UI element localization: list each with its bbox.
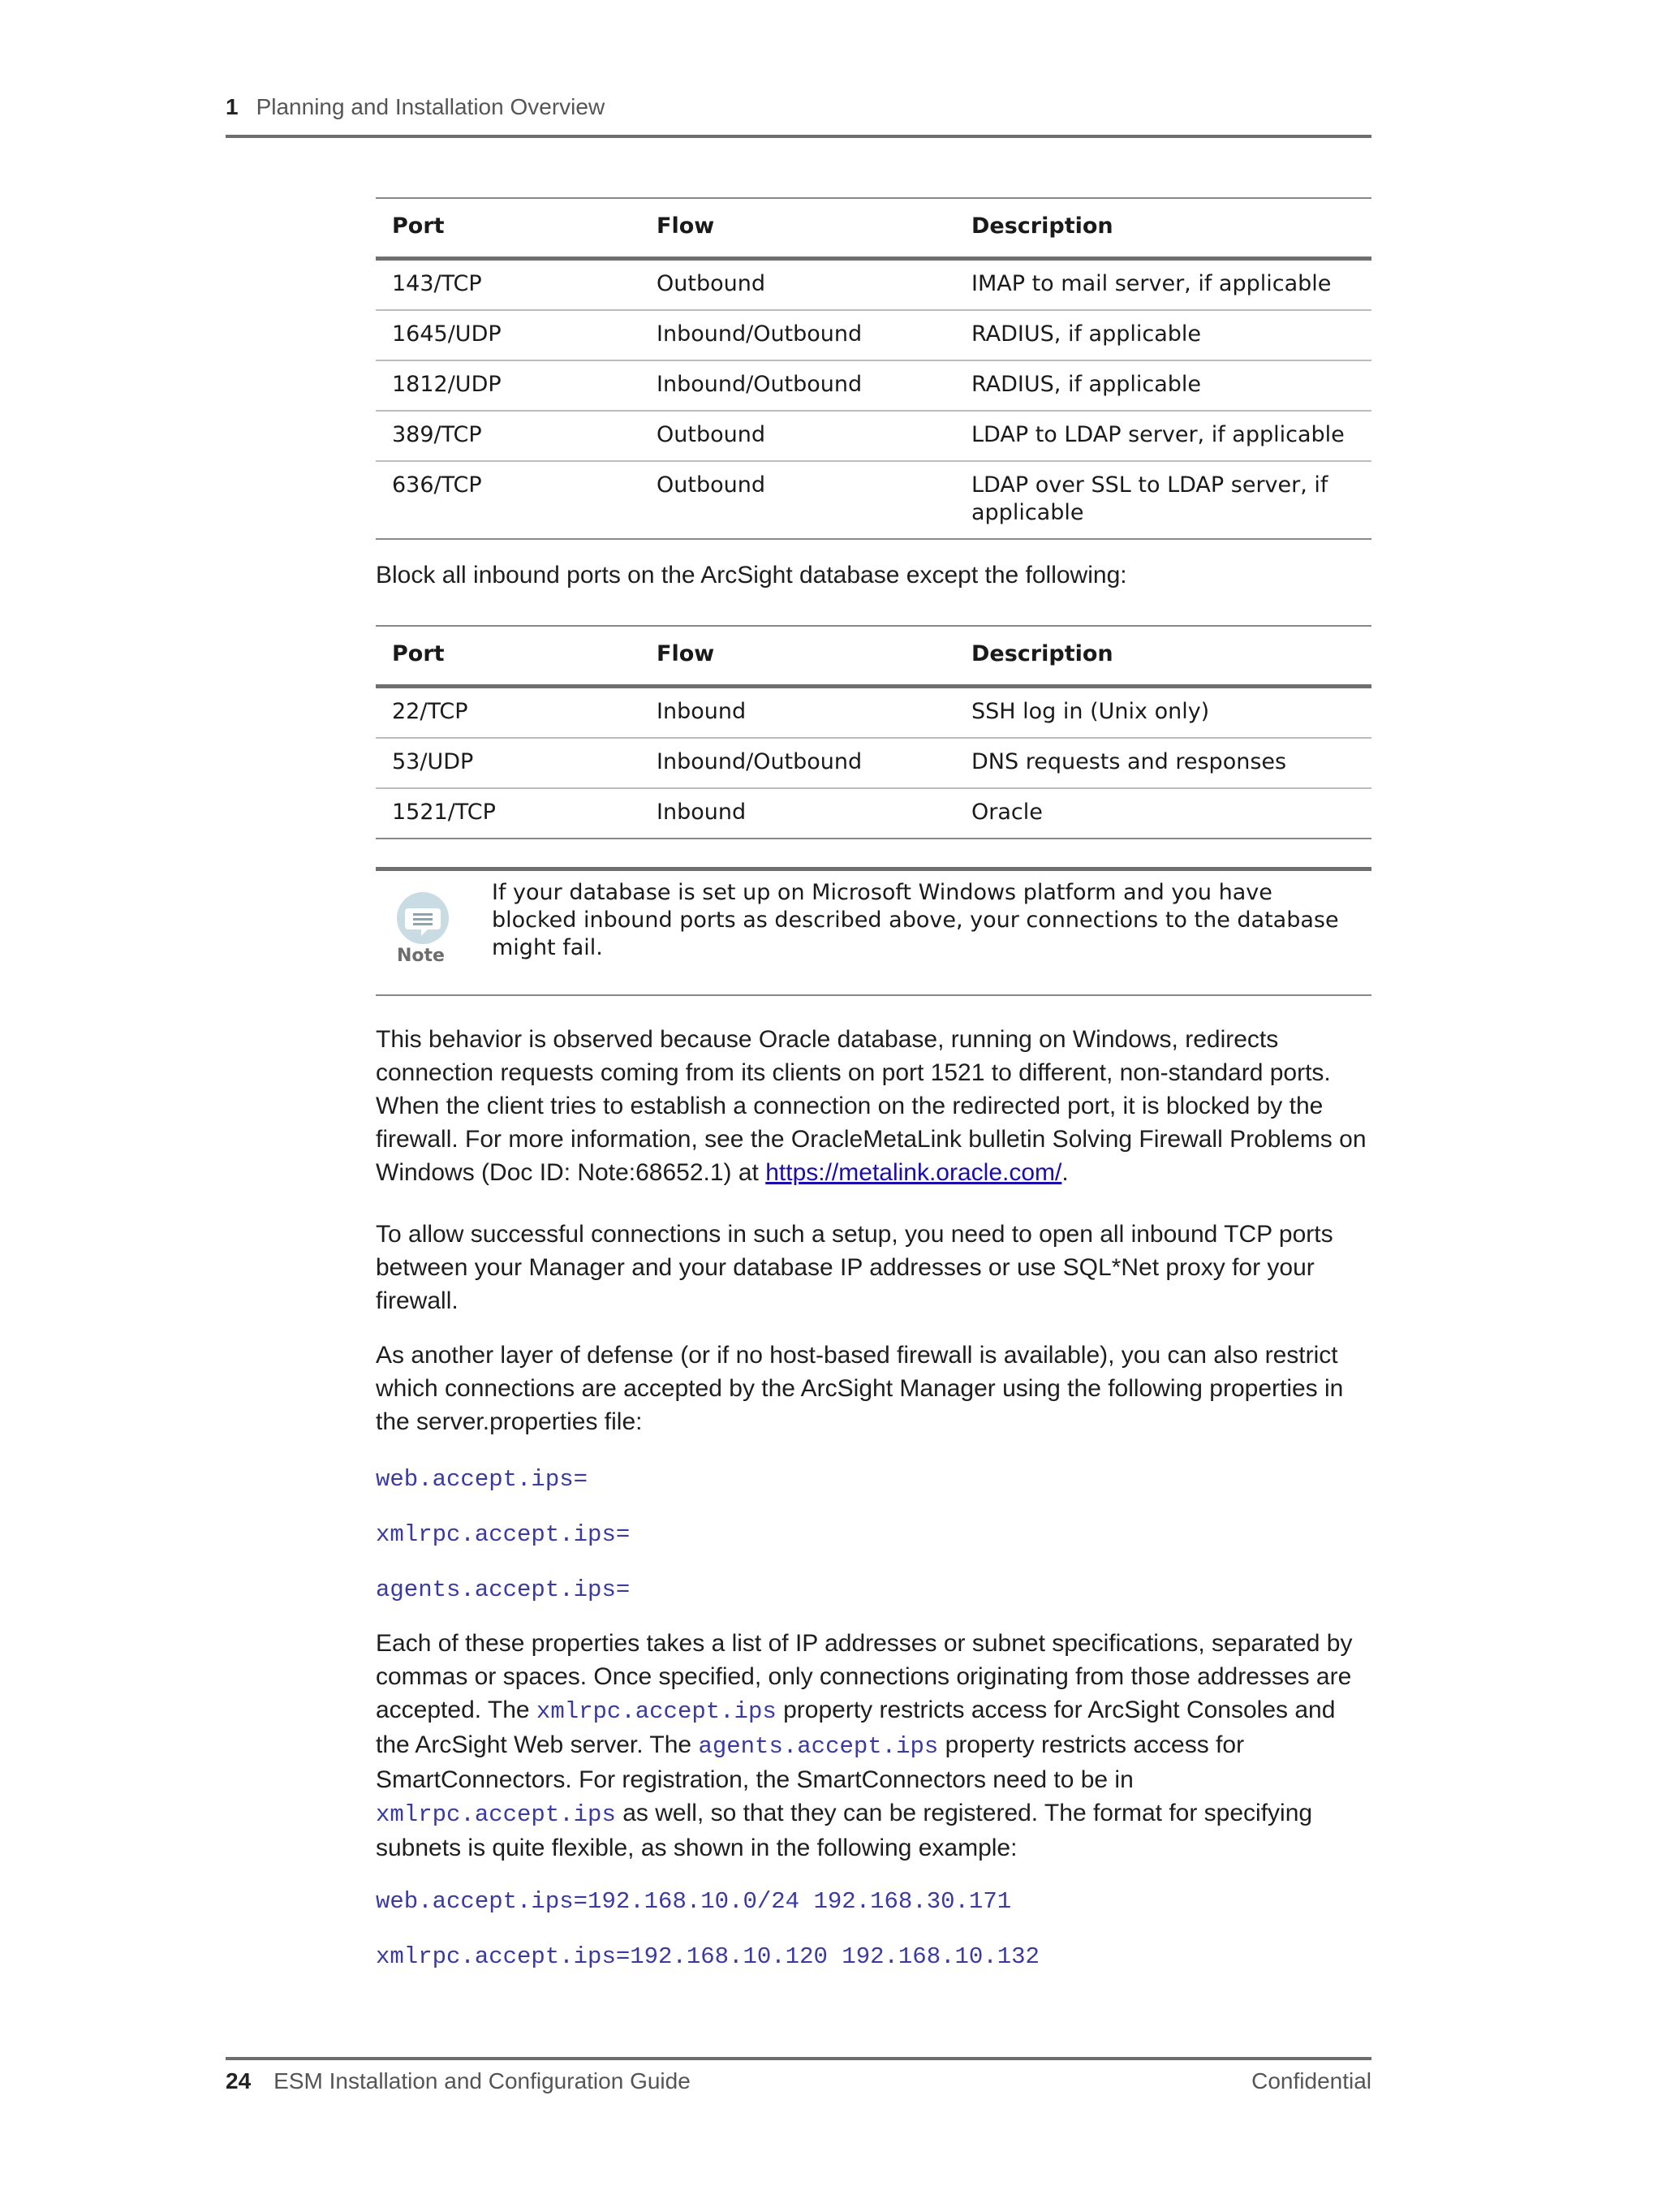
flow-cell: Inbound/Outbound <box>640 738 955 788</box>
table-row <box>376 461 1371 539</box>
note-label: Note <box>397 946 445 966</box>
flow-cell: Inbound/Outbound <box>640 310 955 360</box>
chapter-number: 1 <box>226 94 239 119</box>
table-row <box>376 310 1371 360</box>
table-header-row <box>376 626 1371 687</box>
column-header-description: Description <box>955 198 1371 259</box>
guide-title: ESM Installation and Configuration Guide <box>273 2068 691 2093</box>
table-header-row <box>376 198 1371 259</box>
column-header-port: Port <box>376 626 640 687</box>
description-cell: Oracle <box>955 788 1371 839</box>
table-row <box>376 788 1371 839</box>
confidentiality-label: Confidential <box>1251 2068 1371 2093</box>
column-header-port: Port <box>376 198 640 259</box>
flow-cell: Outbound <box>640 259 955 311</box>
description-cell: LDAP to LDAP server, if applicable <box>955 411 1371 461</box>
column-header-flow: Flow <box>640 626 955 687</box>
table-row <box>376 738 1371 788</box>
properties-text: as well, so that they can be registered. The format for specifying subnets is quite flexible, as shown in the following example: <box>376 1800 1313 1861</box>
description-cell: RADIUS, if applicable <box>955 310 1371 360</box>
flow-cell: Inbound/Outbound <box>640 360 955 411</box>
behavior-paragraph <box>376 1023 1371 1189</box>
inline-code-agents: agents.accept.ips <box>698 1733 939 1760</box>
description-cell: SSH log in (Unix only) <box>955 687 1371 739</box>
column-header-description: Description <box>955 626 1371 687</box>
table-row <box>376 360 1371 411</box>
inline-code-xmlrpc: xmlrpc.accept.ips <box>376 1801 616 1828</box>
page-footer <box>226 2057 1371 2094</box>
column-header-flow: Flow <box>640 198 955 259</box>
flow-cell: Outbound <box>640 461 955 539</box>
description-cell: DNS requests and responses <box>955 738 1371 788</box>
defense-paragraph: As another layer of defense (or if no host-based firewall is available), you can also restrict which connections are accepted by the ArcSight Manager using the following properties in the server.properties file: <box>376 1342 1344 1435</box>
port-cell: 1812/UDP <box>376 360 640 411</box>
flow-cell: Inbound <box>640 788 955 839</box>
behavior-end: . <box>1061 1159 1069 1186</box>
code-web-accept-ips: web.accept.ips= <box>376 1466 588 1493</box>
port-cell: 53/UDP <box>376 738 640 788</box>
block-ports-intro: Block all inbound ports on the ArcSight database except the following: <box>376 562 1127 589</box>
properties-text: Each of these properties takes a list of IP addresses or subnet specifications, separated by commas or spaces. Once specified, only connections originating from those addresses are accepted. The <box>376 1630 1353 1723</box>
description-cell: LDAP over SSL to LDAP server, if applicable <box>955 461 1371 539</box>
properties-text: property restricts access for SmartConnectors. For registration, the SmartConnectors need to be in <box>376 1731 1245 1793</box>
table-row <box>376 687 1371 739</box>
page-header <box>226 89 1371 138</box>
table-row <box>376 259 1371 311</box>
port-cell: 22/TCP <box>376 687 640 739</box>
flow-cell: Outbound <box>640 411 955 461</box>
inline-code-xmlrpc: xmlrpc.accept.ips <box>536 1698 777 1725</box>
note-text: If your database is set up on Microsoft Windows platform and you have blocked inbound ports as described above, your connections to the database might fail. <box>492 880 1339 960</box>
metalink-link[interactable]: https://metalink.oracle.com/ <box>765 1159 1062 1186</box>
properties-text: property restricts access for ArcSight Consoles and the ArcSight Web server. The <box>376 1697 1336 1758</box>
allow-connections-paragraph: To allow successful connections in such a setup, you need to open all inbound TCP ports between your Manager and your database IP addresses or use SQL*Net proxy for your firewall. <box>376 1221 1333 1314</box>
outbound-ports-table <box>376 197 1371 540</box>
chapter-title: Planning and Installation Overview <box>256 94 605 119</box>
port-cell: 1645/UDP <box>376 310 640 360</box>
table-row <box>376 411 1371 461</box>
port-cell: 143/TCP <box>376 259 640 311</box>
page-number: 24 <box>226 2068 252 2093</box>
note-callout <box>376 867 1371 996</box>
flow-cell: Inbound <box>640 687 955 739</box>
behavior-text: This behavior is observed because Oracle database, running on Windows, redirects connection requests coming from its clients on port 1521 to different, non-standard ports. When the client tries to establish a connection on the redirected port, it is blocked by the firewall. For more information, see the OracleMetaLink bulletin Solving Firewall Problems on Windows (Doc ID: Note:68652.1) at <box>376 1026 1367 1186</box>
description-cell: RADIUS, if applicable <box>955 360 1371 411</box>
code-web-example: web.accept.ips=192.168.10.0/24 192.168.30.171 <box>376 1888 1012 1915</box>
description-cell: IMAP to mail server, if applicable <box>955 259 1371 311</box>
code-xmlrpc-accept-ips: xmlrpc.accept.ips= <box>376 1521 631 1548</box>
code-agents-accept-ips: agents.accept.ips= <box>376 1576 631 1603</box>
code-xmlrpc-example: xmlrpc.accept.ips=192.168.10.120 192.168.10.132 <box>376 1943 1040 1970</box>
port-cell: 636/TCP <box>376 461 640 539</box>
port-cell: 389/TCP <box>376 411 640 461</box>
properties-paragraph <box>376 1627 1371 1865</box>
database-inbound-ports-table <box>376 625 1371 839</box>
port-cell: 1521/TCP <box>376 788 640 839</box>
